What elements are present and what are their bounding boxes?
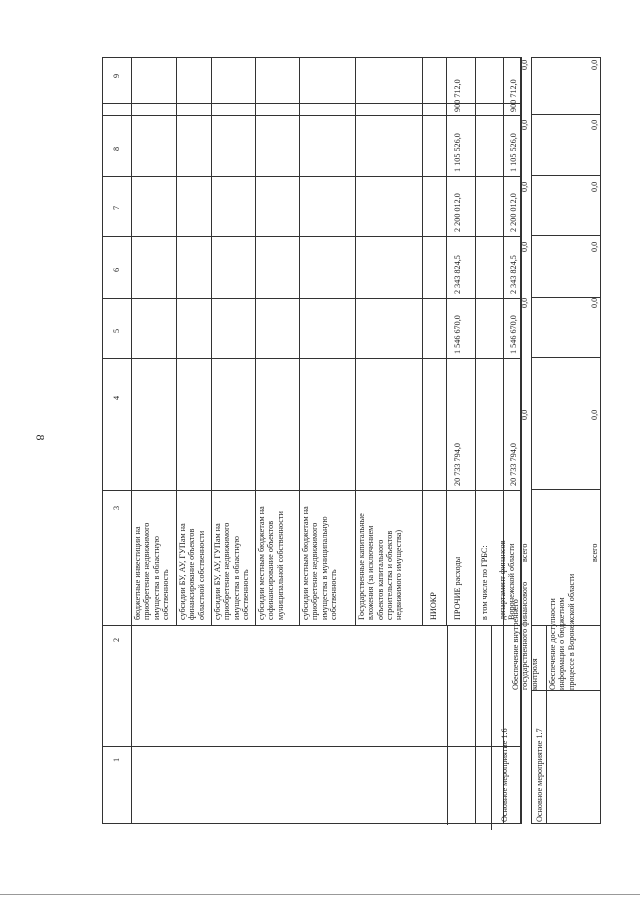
row-label: субсидии БУ, АУ, ГУПам на финансирование объектов областной собственности: [178, 523, 206, 620]
row-label: бюджетные инвестиции на приобретение недвижимого имущества в областную собственность: [133, 522, 170, 620]
value-cell: 0,0: [520, 59, 529, 70]
header-col-6: 6: [112, 267, 121, 272]
value-cell: 1 546 670,0: [453, 315, 462, 354]
measure-1-7-title: Основное мероприятие 1.7: [535, 728, 544, 822]
value-cell: 1 105 526,0: [509, 133, 518, 172]
grid-line: [546, 625, 547, 824]
header-col-9: 9: [112, 73, 121, 78]
value-cell: 0,0: [520, 241, 529, 252]
measure-1-6-total-label: всего: [520, 543, 529, 562]
row-label-grbs: в том числе по ГРБС:: [480, 545, 489, 620]
value-cell: 0,0: [520, 119, 529, 130]
value-cell: 900 712,0: [509, 79, 518, 112]
header-col-1: 1: [112, 757, 121, 762]
value-cell: 0,0: [520, 297, 529, 308]
value-cell: 1 105 526,0: [453, 133, 462, 172]
value-cell: 2 343 824,5: [453, 255, 462, 294]
grid-line: [531, 175, 601, 176]
value-cell: 20 733 794,0: [453, 443, 462, 486]
measure-1-7-name: Обеспечение доступности информации о бюджетном процессе в Воронежской области: [548, 573, 576, 690]
value-cell: 0,0: [520, 409, 529, 420]
row-label: НИОКР: [429, 592, 438, 620]
value-cell: 0,0: [590, 297, 599, 308]
grid-line: [531, 57, 601, 824]
grid-line: [531, 489, 601, 490]
grid-line: [531, 690, 601, 691]
value-cell: 0,0: [590, 119, 599, 130]
page-edge-line: [0, 894, 640, 895]
value-cell: 900 712,0: [453, 79, 462, 112]
value-cell: 20 733 794,0: [509, 443, 518, 486]
header-col-2: 2: [112, 637, 121, 642]
header-col-5: 5: [112, 328, 121, 333]
grid-line: [531, 235, 601, 236]
measure-1-6-title: Основное мероприятие 1.6: [500, 728, 509, 822]
row-label: субсидии БУ, АУ, ГУПам на приобретение недвижимого имущества в областную собственность: [213, 522, 250, 620]
value-cell: 0,0: [520, 181, 529, 192]
row-label: Государственные капитальные вложения (за исключением объектов капитального строительства и объектов недвижимого имущества): [357, 513, 404, 620]
row-label-department: департамент финансов Воронежской области: [498, 540, 517, 620]
value-cell: 0,0: [590, 241, 599, 252]
row-label-prochie: ПРОЧИЕ расходы: [453, 556, 462, 620]
header-col-4: 4: [112, 395, 121, 400]
value-cell: 0,0: [590, 181, 599, 192]
row-label: субсидии местным бюджетам на софинансирование объектов муниципальной собственности: [257, 506, 285, 620]
value-cell: 1 546 670,0: [509, 315, 518, 354]
measure-1-7-total-label: всего: [590, 543, 599, 562]
value-cell: 2 200 012,0: [453, 193, 462, 232]
header-col-3: 3: [112, 505, 121, 510]
measure-1-6-name: Обеспечение внутреннего государственного финансового контроля: [511, 581, 539, 690]
value-cell: 0,0: [590, 409, 599, 420]
header-col-7: 7: [112, 205, 121, 210]
header-col-8: 8: [112, 146, 121, 151]
value-cell: 0,0: [590, 59, 599, 70]
value-cell: 2 200 012,0: [509, 193, 518, 232]
grid-line: [531, 114, 601, 115]
row-label: субсидии местным бюджетам на приобретение недвижимого имущества в муниципальную собственность: [301, 506, 338, 620]
grid-line: [531, 357, 601, 358]
page-number: 8: [33, 434, 48, 441]
value-cell: 2 343 824,5: [509, 255, 518, 294]
